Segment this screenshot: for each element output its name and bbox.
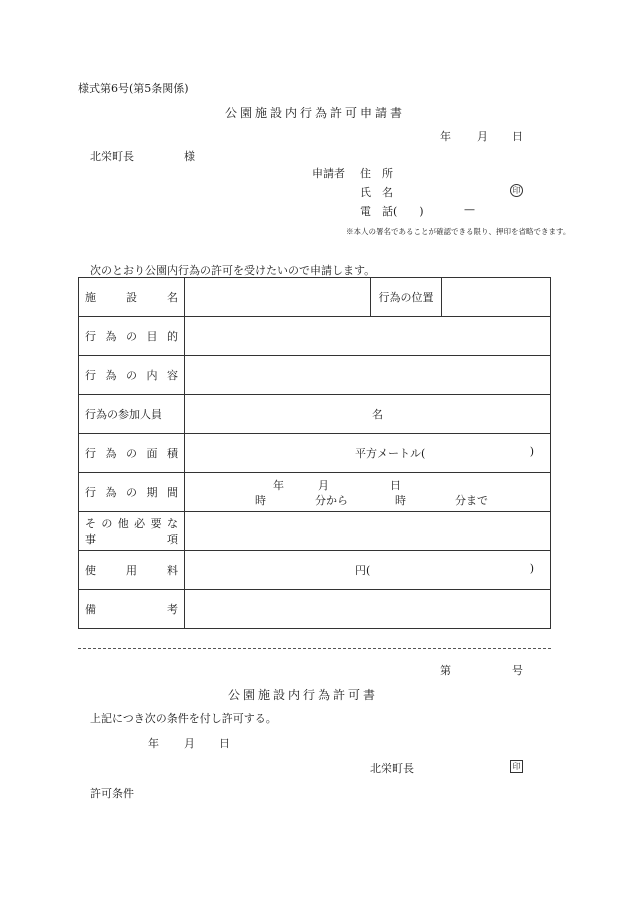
fee-label: 使 用 料: [85, 564, 178, 577]
permit-number-prefix: 第: [440, 664, 451, 677]
period-year: 年: [273, 479, 284, 492]
period-hour-to: 時: [395, 494, 406, 507]
table-row: [79, 278, 551, 317]
other-label-cell: [79, 512, 185, 551]
table-row: [79, 317, 551, 356]
other-label-line1: そ の 他 必 要 な: [85, 517, 178, 530]
period-day: 日: [390, 479, 401, 492]
period-min-to: 分まで: [455, 494, 488, 507]
fee-value[interactable]: [185, 551, 551, 590]
period-hour-from: 時: [255, 494, 266, 507]
table-row: [79, 473, 551, 512]
date-month: 月: [477, 130, 488, 143]
date-year: 年: [440, 130, 451, 143]
address-label: 住 所: [360, 167, 393, 180]
form-number: 様式第6号(第5条関係): [78, 82, 189, 95]
period-min-from: 分から: [315, 494, 348, 507]
area-unit: 平方メートル(: [355, 447, 426, 460]
seal-icon: 印: [510, 760, 523, 773]
phone-label: 電 話( ): [360, 205, 424, 218]
date-day: 日: [512, 130, 523, 143]
remarks-label: 備 考: [85, 603, 178, 616]
facility-value[interactable]: [185, 278, 371, 317]
location-label: 行為の位置: [371, 278, 442, 317]
table-row: [79, 395, 551, 434]
facility-label: 施 設 名: [85, 291, 178, 304]
seal-icon: 印: [510, 184, 523, 197]
permit-issuer: 北栄町長: [370, 762, 414, 775]
other-label-line2: 事 項: [85, 533, 178, 546]
seal-note: ※本人の署名であることが確認できる限り、押印を省略できます。: [346, 227, 571, 236]
purpose-label-cell: [79, 317, 185, 356]
name-label: 氏 名: [360, 186, 393, 199]
period-label-cell: [79, 473, 185, 512]
remarks-label-cell: [79, 590, 185, 629]
permit-date-day: 日: [219, 737, 230, 750]
permit-number-suffix: 号: [512, 664, 523, 677]
table-row: [79, 356, 551, 395]
addressee: 北栄町長: [90, 150, 134, 163]
participants-label: 行為の参加人員: [79, 395, 185, 434]
period-month: 月: [318, 479, 329, 492]
fee-unit: 円(: [355, 564, 371, 577]
area-close: ): [529, 445, 534, 458]
location-value[interactable]: [442, 278, 551, 317]
content-label-cell: [79, 356, 185, 395]
table-row: [79, 512, 551, 551]
phone-dash: —: [464, 203, 475, 216]
permit-title: 公園施設内行為許可書: [228, 688, 379, 702]
period-value[interactable]: [185, 473, 551, 512]
table-row: [79, 551, 551, 590]
fee-close: ): [529, 562, 534, 575]
permit-date-month: 月: [184, 737, 195, 750]
participants-unit: 名: [372, 408, 383, 421]
area-label: 行 為 の 面 積: [85, 447, 178, 460]
applicant-label: 申請者: [312, 167, 345, 180]
area-value[interactable]: [185, 434, 551, 473]
content-value[interactable]: [185, 356, 551, 395]
area-label-cell: [79, 434, 185, 473]
table-row: [79, 590, 551, 629]
participants-value[interactable]: [185, 395, 551, 434]
intro-text: 次のとおり公園内行為の許可を受けたいので申請します。: [90, 264, 376, 277]
content-label: 行 為 の 内 容: [85, 369, 178, 382]
conditions-label: 許可条件: [90, 787, 134, 800]
purpose-value[interactable]: [185, 317, 551, 356]
honorific: 様: [184, 150, 195, 163]
application-table: [78, 277, 551, 629]
purpose-label: 行 為 の 目 的: [85, 330, 178, 343]
remarks-value[interactable]: [185, 590, 551, 629]
table-row: [79, 434, 551, 473]
other-value[interactable]: [185, 512, 551, 551]
permit-statement: 上記につき次の条件を付し許可する。: [90, 712, 277, 725]
form-title: 公園施設内行為許可申請書: [225, 106, 406, 120]
permit-date-year: 年: [148, 737, 159, 750]
facility-label-cell: [79, 278, 185, 317]
period-label: 行 為 の 期 間: [85, 486, 178, 499]
cut-line-divider: [78, 648, 551, 649]
fee-label-cell: [79, 551, 185, 590]
